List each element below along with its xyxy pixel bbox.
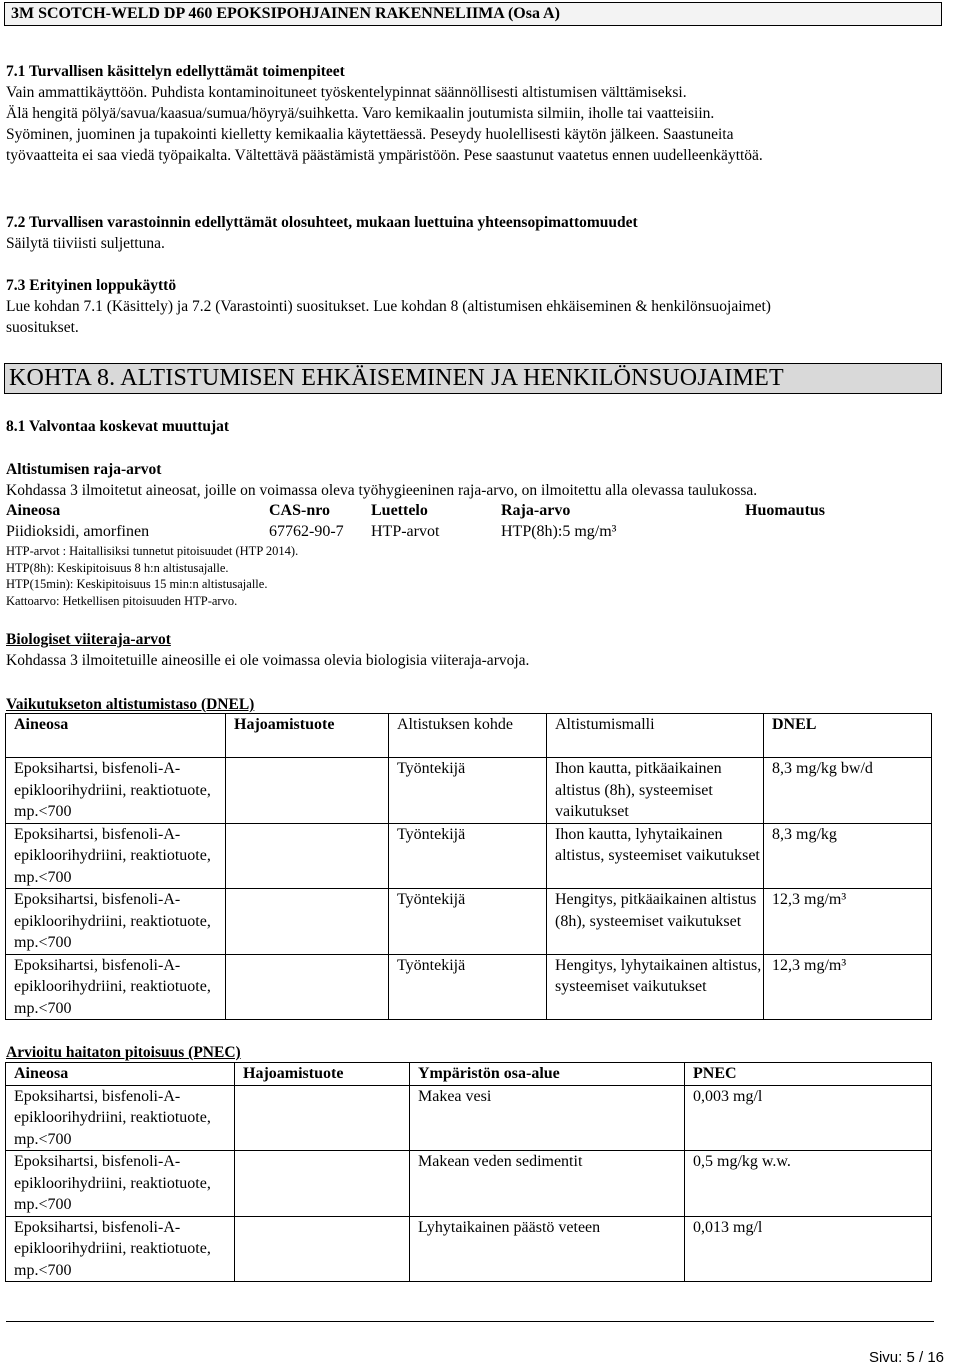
biological-limits-text: Kohdassa 3 ilmoitetuille aineosille ei ole voimassa olevia biologisia viiteraja-arvoja. [6, 652, 530, 669]
table-cell: HTP-arvot [371, 523, 440, 540]
table-cell: 0,003 mg/l [685, 1085, 932, 1151]
column-header: Hajoamistuote [235, 1063, 410, 1086]
table-header-row [6, 714, 932, 758]
column-header: Aineosa [6, 502, 61, 519]
table-row [6, 889, 932, 955]
section-7-1-line: Syöminen, juominen ja tupakointi kielletty kemikaalia käytettäessä. Peseydy huolellisesti käytön jälkeen. Saastuneita [6, 126, 734, 143]
section-7-2 [6, 212, 946, 254]
pnec-table [5, 1062, 932, 1282]
table-cell [235, 1216, 410, 1282]
table-cell: Makean veden sedimentit [410, 1151, 685, 1217]
table-cell: 67762-90-7 [269, 523, 344, 540]
column-header: Hajoamistuote [226, 714, 389, 758]
table-cell: Lyhytaikainen päästö veteen [410, 1216, 685, 1282]
table-row [6, 1151, 932, 1217]
table-cell: Työntekijä [389, 758, 547, 824]
exposure-limits [6, 459, 946, 501]
dnel-table [5, 713, 932, 1020]
section-7-1-heading: 7.1 Turvallisen käsittelyn edellyttämät toimenpiteet [6, 63, 345, 80]
column-header: Luettelo [371, 502, 428, 519]
table-cell: Työntekijä [389, 954, 547, 1020]
pnec-heading: Arvioitu haitaton pitoisuus (PNEC) [6, 1044, 241, 1061]
section-8-title: KOHTA 8. ALTISTUMISEN EHKÄISEMINEN JA HENKILÖNSUOJAIMET [9, 365, 784, 391]
column-header: Altistumismalli [547, 714, 764, 758]
page-number: Sivu: 5 / 16 [868, 1349, 944, 1366]
column-header: DNEL [764, 714, 932, 758]
footer-divider [6, 1321, 934, 1322]
table-cell: 8,3 mg/kg [764, 823, 932, 889]
column-header: Altistuksen kohde [389, 714, 547, 758]
exposure-limits-text: Kohdassa 3 ilmoitetut aineosat, joille on voimassa oleva työhygieeninen raja-arvo, on ilmoitettu alla olevassa taulukossa. [6, 482, 758, 499]
table-cell: Epoksihartsi, bisfenoli-A-epikloorihydriini, reaktiotuote, mp.<700 [6, 1216, 235, 1282]
column-header: Aineosa [6, 1063, 235, 1086]
column-header: CAS-nro [269, 502, 331, 519]
table-cell: Piidioksidi, amorfinen [6, 523, 150, 540]
table-cell: Epoksihartsi, bisfenoli-A-epikloorihydriini, reaktiotuote, mp.<700 [6, 758, 226, 824]
biological-limits [6, 629, 946, 671]
table-row [6, 823, 932, 889]
table-cell: Epoksihartsi, bisfenoli-A-epikloorihydriini, reaktiotuote, mp.<700 [6, 954, 226, 1020]
section-7-3 [6, 275, 946, 338]
footnote: HTP(8h): Keskipitoisuus 8 h:n altistusajalle. [6, 560, 229, 575]
column-header: PNEC [685, 1063, 932, 1086]
table-row [6, 521, 895, 542]
section-7-2-heading: 7.2 Turvallisen varastoinnin edellyttämät olosuhteet, mukaan luettuina yhteensopimattomuudet [6, 214, 638, 231]
table-cell: Epoksihartsi, bisfenoli-A-epikloorihydriini, reaktiotuote, mp.<700 [6, 1085, 235, 1151]
section-7-1-line: työvaatteita ei saa viedä työpaikalta. Vältettävä päästämistä ympäristöön. Pese saastunut vaatetus ennen uudelleenkäyttöä. [6, 147, 763, 164]
section-7-3-line: Lue kohdan 7.1 (Käsittely) ja 7.2 (Varastointi) suositukset. Lue kohdan 8 (altistumisen ehkäiseminen & henkilönsuojaimet) [6, 298, 771, 315]
section-8-title-box [4, 363, 942, 394]
table-cell: Työntekijä [389, 889, 547, 955]
table-cell: Epoksihartsi, bisfenoli-A-epikloorihydriini, reaktiotuote, mp.<700 [6, 889, 226, 955]
section-7-2-text: Säilytä tiiviisti suljettuna. [6, 235, 165, 252]
section-7-3-heading: 7.3 Erityinen loppukäyttö [6, 277, 177, 294]
column-header: Ympäristön osa-alue [410, 1063, 685, 1086]
table-header-row [6, 500, 895, 521]
document-header [4, 2, 942, 26]
table-cell: Ihon kautta, lyhytaikainen altistus, systeemiset vaikutukset [547, 823, 764, 889]
table-row [6, 1085, 932, 1151]
table-cell: Makea vesi [410, 1085, 685, 1151]
section-7-1-line: Älä hengitä pölyä/savua/kaasua/sumua/höyryä/suihketta. Varo kemikaalin joutumista silmiin, iholle tai vaatteisiin. [6, 105, 715, 122]
document-title: 3M SCOTCH-WELD DP 460 EPOKSIPOHJAINEN RAKENNELIIMA (Osa A) [11, 5, 560, 22]
table-cell [745, 521, 895, 542]
table-cell: 0,5 mg/kg w.w. [685, 1151, 932, 1217]
table-header-row [6, 1063, 932, 1086]
table-cell [226, 758, 389, 824]
exposure-limits-heading: Altistumisen raja-arvot [6, 461, 162, 478]
table-row [6, 954, 932, 1020]
table-cell [226, 823, 389, 889]
table-row [6, 1216, 932, 1282]
biological-limits-heading: Biologiset viiteraja-arvot [6, 631, 171, 648]
section-8-1-heading: 8.1 Valvontaa koskevat muuttujat [6, 418, 230, 435]
table-cell: 0,013 mg/l [685, 1216, 932, 1282]
footnote: HTP(15min): Keskipitoisuus 15 min:n altistusajalle. [6, 577, 268, 591]
exposure-limits-table [6, 500, 895, 542]
column-header: Raja-arvo [501, 502, 571, 519]
table-cell: Työntekijä [389, 823, 547, 889]
table-cell [226, 954, 389, 1020]
table-cell: Epoksihartsi, bisfenoli-A-epikloorihydriini, reaktiotuote, mp.<700 [6, 823, 226, 889]
section-7-3-line: suositukset. [6, 319, 79, 336]
column-header: Huomautus [745, 502, 826, 519]
table-cell: Hengitys, lyhytaikainen altistus, systeemiset vaikutukset [547, 954, 764, 1020]
table-cell: Hengitys, pitkäaikainen altistus (8h), systeemiset vaikutukset [547, 889, 764, 955]
table-cell [235, 1085, 410, 1151]
table-cell [226, 889, 389, 955]
table-row [6, 758, 932, 824]
section-7-1-line: Vain ammattikäyttöön. Puhdista kontaminoituneet työskentelypinnat säännöllisesti altistumisen välttämiseksi. [6, 84, 687, 101]
table-cell: 12,3 mg/m³ [764, 889, 932, 955]
table-cell: HTP(8h):5 mg/m³ [501, 523, 617, 540]
column-header: Aineosa [6, 714, 226, 758]
dnel-heading: Vaikutukseton altistumistaso (DNEL) [6, 696, 255, 713]
table-cell: 8,3 mg/kg bw/d [764, 758, 932, 824]
footnote: HTP-arvot : Haitallisiksi tunnetut pitoisuudet (HTP 2014). [6, 544, 299, 558]
table-cell: Epoksihartsi, bisfenoli-A-epikloorihydriini, reaktiotuote, mp.<700 [6, 1151, 235, 1217]
footnote: Kattoarvo: Hetkellisen pitoisuuden HTP-arvo. [6, 593, 238, 608]
section-7-1 [6, 61, 946, 166]
table-cell [235, 1151, 410, 1217]
table-cell: 12,3 mg/m³ [764, 954, 932, 1020]
table-cell: Ihon kautta, pitkäaikainen altistus (8h), systeemiset vaikutukset [547, 758, 764, 824]
exposure-limits-notes [6, 543, 946, 609]
